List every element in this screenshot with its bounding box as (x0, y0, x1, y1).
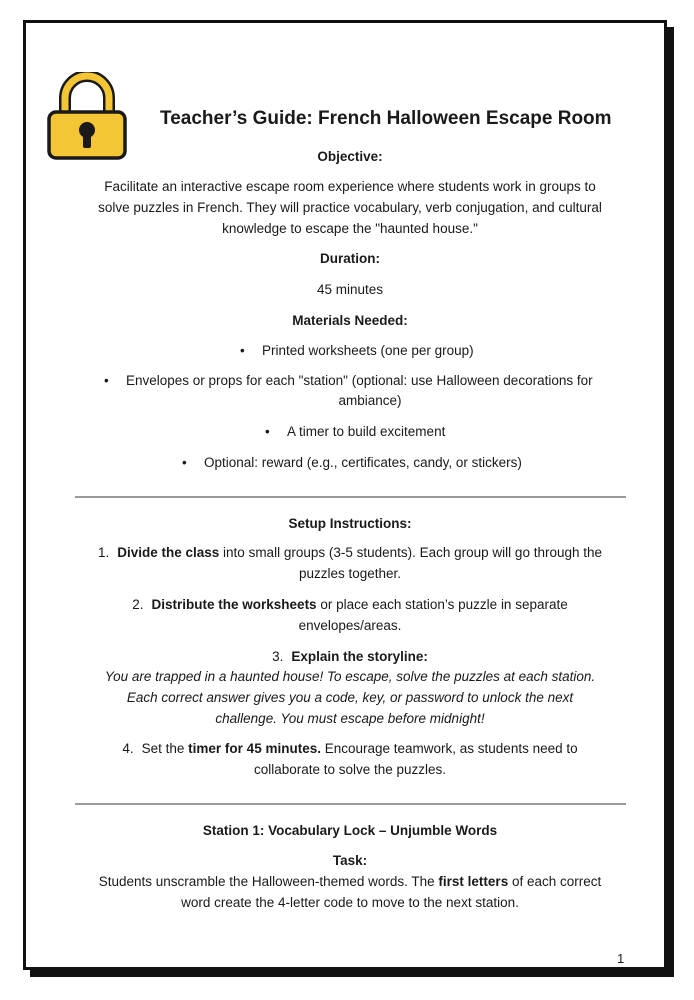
objective-heading: Objective: (317, 149, 383, 164)
page-number: 1 (617, 951, 625, 966)
step-number: 3. (272, 649, 284, 664)
task-line-2: word create the 4-letter code to move to the next station. (181, 895, 519, 910)
setup-step-2-continued: envelopes/areas. (298, 618, 402, 633)
objective-line-1: Facilitate an interactive escape room experience where students work in groups to (104, 179, 596, 194)
step-text: Encourage teamwork, as students need to (320, 741, 578, 756)
setup-step-2 (70, 594, 630, 615)
step-bold: Distribute the worksheets (151, 597, 317, 612)
step-text: or place each station’s puzzle in separate (316, 597, 568, 612)
materials-item-continued: ambiance) (338, 393, 402, 408)
task-heading: Task: (332, 853, 368, 868)
setup-step-4 (70, 738, 630, 759)
task-text: Students unscramble the Halloween-themed words. The (98, 874, 439, 889)
objective-line-2: solve puzzles in French. They will practice vocabulary, verb conjugation, and cultural (98, 200, 602, 215)
materials-item: • A timer to build excitement (287, 421, 445, 442)
step-bold: Explain the storyline: (291, 649, 428, 664)
setup-step-1 (70, 542, 630, 563)
task-bold: first letters (438, 874, 509, 889)
materials-item: • Printed worksheets (one per group) (262, 340, 474, 361)
setup-step-3 (70, 646, 630, 667)
duration-heading: Duration: (320, 251, 380, 266)
materials-heading: Materials Needed: (292, 313, 408, 328)
duration-value: 45 minutes (316, 282, 384, 297)
step-number: 2. (132, 597, 144, 612)
step-number: 4. (122, 741, 134, 756)
step-number: 1. (97, 545, 110, 560)
storyline-line-2: Each correct answer gives you a code, key, or password to unlock the next (126, 690, 574, 705)
step-text: into small groups (3-5 students). Each group will go through the (219, 545, 603, 560)
step-bold: Divide the class (117, 545, 220, 560)
step-text: Set the (141, 741, 189, 756)
task-text: of each correct (508, 874, 602, 889)
page-title: Teacher’s Guide: French Halloween Escape Room (160, 108, 612, 129)
materials-item: • Optional: reward (e.g., certificates, candy, or stickers) (204, 452, 522, 473)
storyline-line-1: You are trapped in a haunted house! To escape, solve the puzzles at each station. (104, 669, 596, 684)
divider (75, 496, 626, 498)
setup-step-4-continued: collaborate to solve the puzzles. (253, 762, 447, 777)
storyline-line-3: challenge. You must escape before midnight! (215, 711, 485, 726)
task-line-1 (60, 871, 640, 892)
setup-step-1-continued: puzzles together. (298, 566, 402, 581)
materials-item: • Envelopes or props for each "station" (optional: use Halloween decorations for (126, 370, 593, 391)
setup-heading: Setup Instructions: (288, 516, 412, 531)
step-bold: timer for 45 minutes. (188, 741, 321, 756)
station1-heading: Station 1: Vocabulary Lock – Unjumble Words (202, 823, 498, 838)
divider (75, 803, 626, 805)
objective-line-3: knowledge to escape the "haunted house." (222, 221, 478, 236)
